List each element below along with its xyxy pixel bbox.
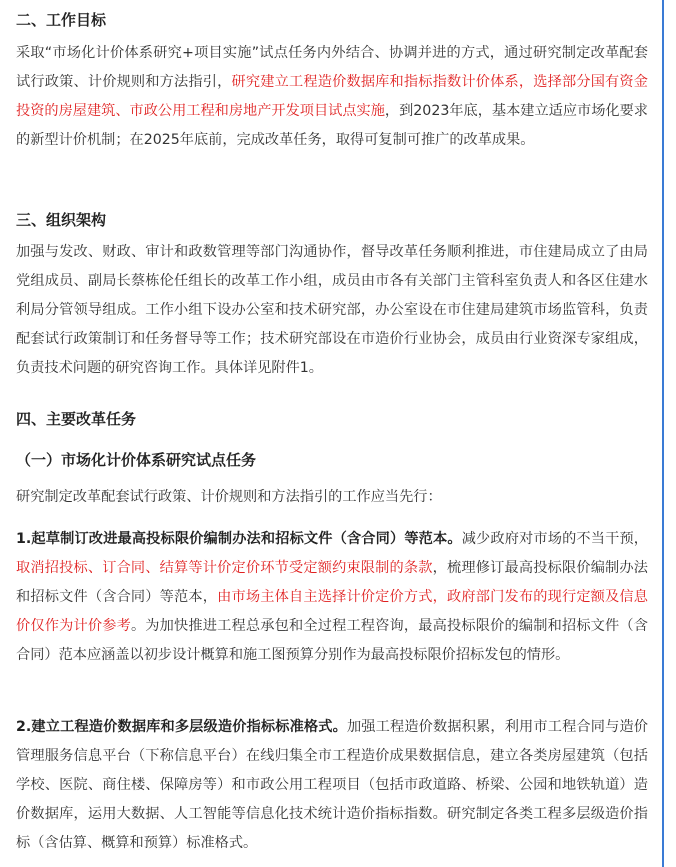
bold-lead-text: 1.起草制订改进最高投标限价编制办法和招标文件（含合同）等范本。: [16, 531, 462, 547]
heading-text: 四、主要改革任务: [16, 410, 137, 428]
rich-paragraph: [16, 713, 648, 858]
body-text: 。为加快推进工程总承包和全过程工程咨询，最高投标限价的编制和招标文件（含合同）范本应涵盖以初步设计概算和施工图预算分别作为最高投标限价招标发包的情形。: [16, 618, 648, 663]
highlighted-text: 取消招投标、订合同、结算等计价定价环节受定额约束限制的条款: [16, 560, 433, 576]
paragraph-item-1: [16, 525, 648, 670]
bold-lead-text: 2.建立工程造价数据库和多层级造价指标标准格式。: [16, 719, 347, 735]
paragraph-text: 加强与发改、财政、审计和政数管理等部门沟通协作，督导改革任务顺利推进，市住建局成立了由局党组成员、副局长蔡栋伦任组长的改革工作小组，成员由市各有关部门主管科室负责人和各区住建水利局分管领导组成。工作小组下设办公室和技术研究部，办公室设在市住建局建筑市场监管科，负责配套试行政策制订和任务督导等工作；技术研究部设在市造价行业协会，成员由行业资深专家组成，负责技术问题的研究咨询工作。具体详见附件1。: [16, 244, 648, 376]
body-text: ，到2023年底，基本建立适应市场化要求的新型计价机制；在2025年底前，完成改革任务，取得可复制可推广的改革成果。: [16, 103, 648, 148]
paragraph-organization: [16, 238, 648, 383]
heading-text: 二、工作目标: [16, 11, 107, 29]
section-heading-organization: [16, 210, 648, 230]
subheading-pilot-tasks: [16, 450, 648, 470]
paragraph-intro: [16, 483, 648, 512]
paragraph-item-2: [16, 713, 648, 858]
section-heading-main-tasks: [16, 409, 648, 429]
subheading-text: （一）市场化计价体系研究试点任务: [16, 451, 257, 469]
body-text: ，梳理修订最高投标限价编制办法和招标文件（含合同）等范本，: [16, 560, 648, 605]
highlighted-text: 由市场主体自主选择计价定价方式，政府部门发布的现行定额及信息价仅作为计价参考: [16, 589, 648, 634]
right-gutter: [664, 0, 676, 867]
heading-text: 三、组织架构: [16, 211, 107, 229]
body-text: 减少政府对市场的不当干预，: [461, 531, 648, 547]
body-text: 采取“市场化计价体系研究+项目实施”试点任务内外结合、协调并进的方式，通过研究制定改革配套试行政策、计价规则和方法指引，: [16, 45, 648, 90]
body-text: 加强工程造价数据积累，利用市工程合同与造价管理服务信息平台（下称信息平台）在线归集全市工程造价成果数据信息，建立各类房屋建筑（包括学校、医院、商住楼、保障房等）和市政公用工程项目（包括市政道路、桥梁、公园和地铁轨道）造价数据库，运用大数据、人工智能等信息化技术统计造价指标指数。研究制定各类工程多层级造价指标（含估算、概算和预算）标准格式。: [16, 719, 648, 851]
rich-paragraph: [16, 525, 648, 670]
section-heading-work-goals: [16, 10, 648, 30]
paragraph-text: 研究制定改革配套试行政策、计价规则和方法指引的工作应当先行：: [16, 489, 442, 505]
rich-paragraph: [16, 39, 648, 155]
paragraph-work-goals: [16, 39, 648, 155]
highlighted-text: 研究建立工程造价数据库和指标指数计价体系，选择部分国有资金投资的房屋建筑、市政公用工程和房地产开发项目试点实施: [16, 74, 648, 119]
